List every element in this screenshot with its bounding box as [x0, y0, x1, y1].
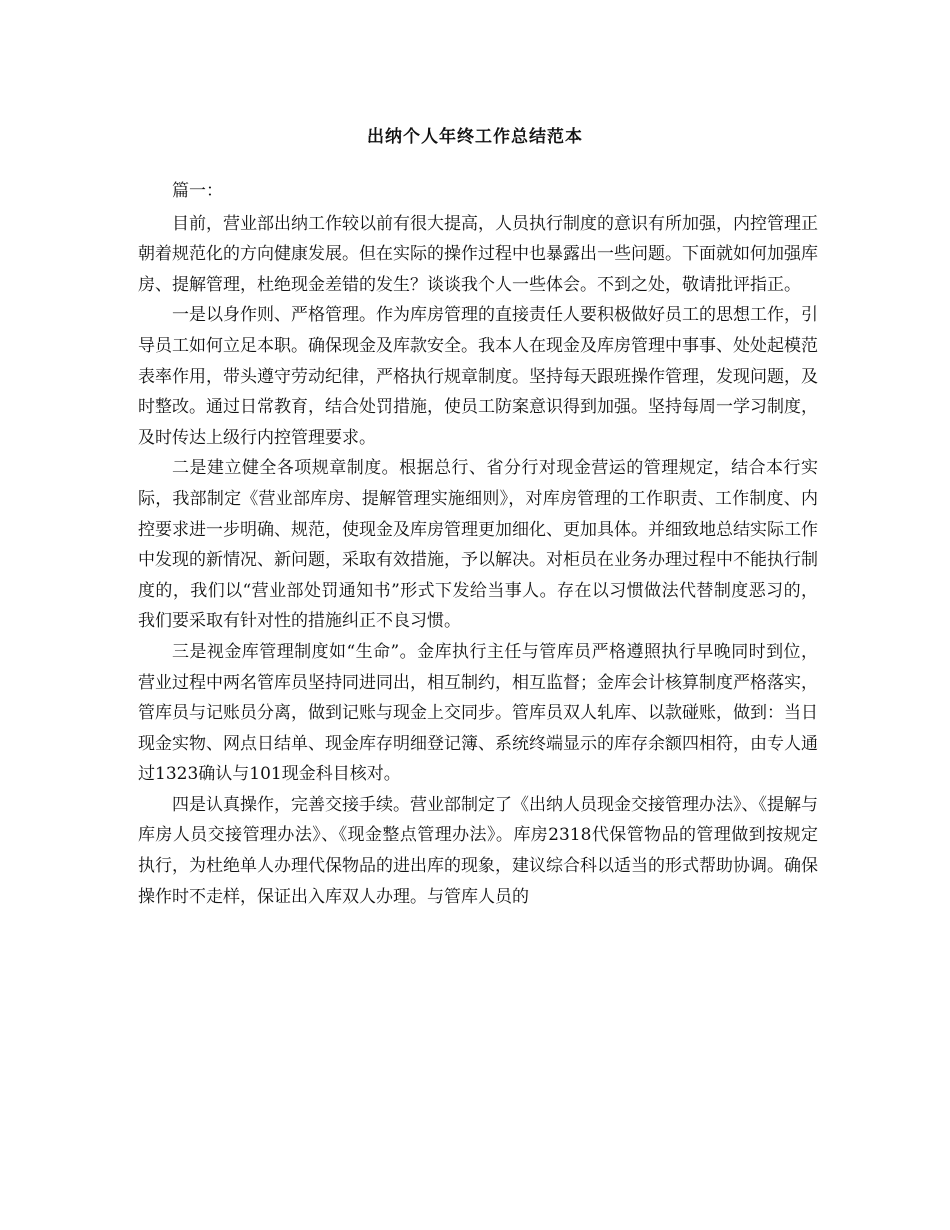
paragraph-point-two: 二是建立健全各项规章制度。根据总行、省分行对现金营运的管理规定，结合本行实际，我部制定《营业部库房、提解管理实施细则》，对库房管理的工作职责、工作制度、内控要求进一步明确、规范，使现金及库房管理更加细化、更加具体。并细致地总结实际工作中发现的新情况、新问题，采取有效措施，予以解决。对柜员在业务办理过程中不能执行制度的，我们以“营业部处罚通知书”形式下发给当事人。存在以习惯做法代替制度恶习的，我们要采取有针对性的措施纠正不良习惯。: [138, 458, 818, 632]
paragraph-point-one: 一是以身作则、严格管理。作为库房管理的直接责任人要积极做好员工的思想工作，引导员工如何立足本职。确保现金及库款安全。我本人在现金及库房管理中事事、处处起模范表率作用，带头遵守劳动纪律，严格执行规章制度。坚持每天跟班操作管理，发现问题，及时整改。通过日常教育，结合处罚措施，使员工防案意识得到加强。坚持每周一学习制度，及时传达上级行内控管理要求。: [138, 305, 818, 448]
paragraph-point-three: 三是视金库管理制度如“生命”。金库执行主任与管库员严格遵照执行早晚同时到位，营业过程中两名管库员坚持同进同出，相互制约，相互监督；金库会计核算制度严格落实，管库员与记账员分离，做到记账与现金上交同步。管库员双人轧库、以款碰账，做到：当日现金实物、网点日结单、现金库存明细登记簿、系统终端显示的库存余额四相符，由专人通过1323确认与101现金科目核对。: [138, 641, 818, 785]
document-title: 出纳个人年终工作总结范本: [367, 127, 583, 147]
section-heading: 篇一：: [172, 181, 223, 201]
paragraph-point-four: 四是认真操作，完善交接手续。营业部制定了《出纳人员现金交接管理办法》、《提解与库房人员交接管理办法》、《现金整点管理办法》。库房2318代保管物品的管理做到按规定执行，为杜绝单人办理代保物品的进出库的现象，建议综合科以适当的形式帮助协调。确保操作时不走样，保证出入库双人办理。与管库人员的: [138, 794, 818, 907]
paragraph-intro: 目前，营业部出纳工作较以前有很大提高，人员执行制度的意识有所加强，内控管理正朝着规范化的方向健康发展。但在实际的操作过程中也暴露出一些问题。下面就如何加强库房、提解管理，杜绝现金差错的发生？谈谈我个人一些体会。不到之处，敬请批评指正。: [138, 213, 818, 295]
document-body: [138, 176, 818, 912]
